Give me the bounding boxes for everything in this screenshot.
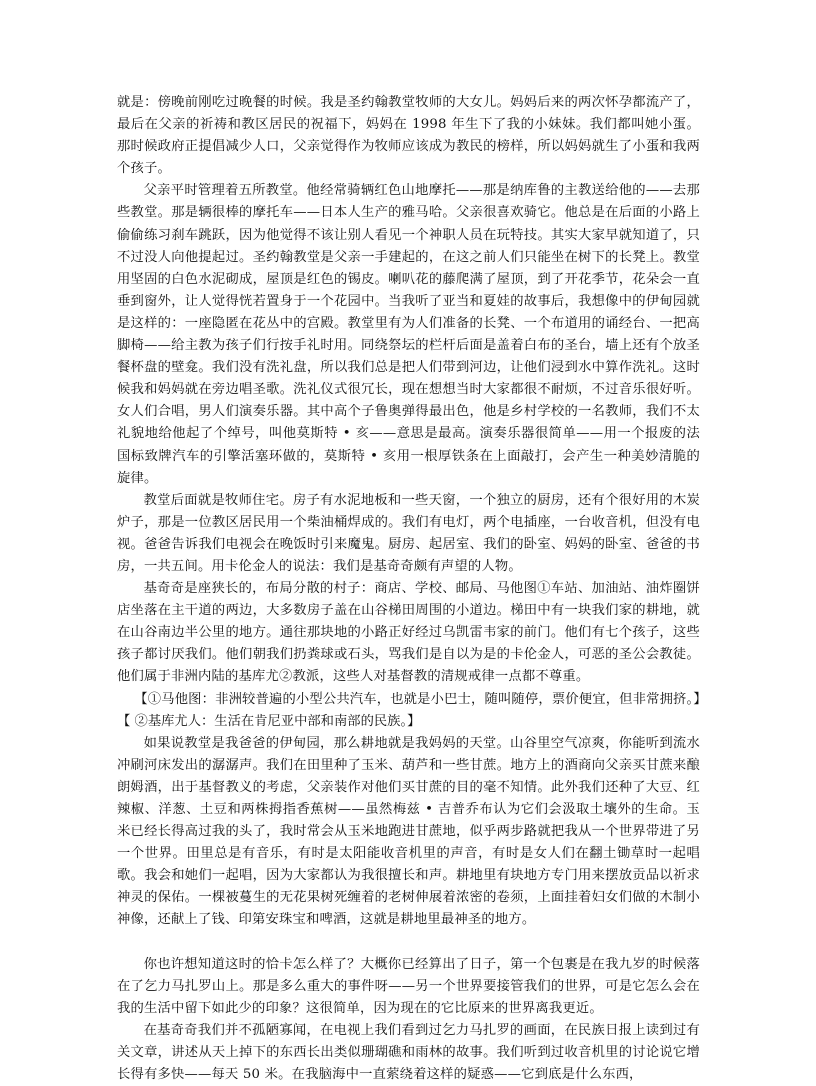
footnote: 【①马他图：非洲较普遍的小型公共汽车，也就是小巴士，随叫随停，票价便宜，但非常拥挤。】 【 ②基库尤人：生活在肯尼亚中部和南部的民族。】 — [117, 691, 727, 729]
paragraph: 如果说教堂是我爸爸的伊甸园，那么耕地就是我妈妈的天堂。山谷里空气凉爽，你能听到流水冲刷河床发出的潺潺声。我们在田里种了玉米、葫芦和一些甘蔗。地方上的酒商向父亲买甘蔗来酿朗姆酒，出于基督教义的考虑，父亲装作对他们买甘蔗的目的毫不知情。此外我们还种了大豆、红辣椒、洋葱、土豆和两株拇指香蕉树——虽然梅兹 • 吉普乔布认为它们会汲取土壤外的生命。玉米已经长得高过我的头了，我时常会从玉米地跑进甘蔗地，似乎两步路就把我从一个世界带进了另一个世界。田里总是有音乐，有时是太阳能收音机里的声音，有时是女人们在翻土锄草时一起唱歌。我会和她们一起唱，因为大家都认为我很擅长和声。耕地里有块地方专门用来摆放贡品以祈求神灵的保佑。一棵被蔓生的无花果树死缠着的老树伸展着浓密的卷须，上面挂着妇女们做的木制小神像，还献上了钱、印第安珠宝和啤酒，这就是耕地里最神圣的地方。 — [117, 735, 700, 928]
paragraph: 在基奇奇我们并不孤陋寡闻，在电视上我们看到过乞力马扎罗的画面，在民族日报上读到过有关文章，讲述从天上掉下的东西长出类似珊瑚礁和雨林的故事。我们听到过收音机里的讨论说它增长得有多快——每天 50 米。在我脑海中一直萦绕着这样的疑惑——它到底是什么东西， — [117, 1022, 700, 1083]
paragraph: 就是：傍晚前刚吃过晚餐的时候。我是圣约翰教堂牧师的大女儿。妈妈后来的两次怀孕都流产了，最后在父亲的祈祷和教区居民的祝福下，妈妈在 1998 年生下了我的小妹妹。我们都叫她小蛋。那时候政府正提倡减少人口，父亲觉得作为牧师应该成为教民的榜样，所以妈妈就生了小蛋和我两个孩子。 — [117, 95, 700, 177]
section-break — [117, 932, 700, 954]
paragraph: 父亲平时管理着五所教堂。他经常骑辆红色山地摩托——那是纳库鲁的主教送给他的——去那些教堂。那是辆很棒的摩托车——日本人生产的雅马哈。父亲很喜欢骑它。他总是在后面的小路上偷偷练习刹车跳跃，因为他觉得不该让别人看见一个神职人员在玩特技。其实大家早就知道了，只不过没人向他提起过。圣约翰教堂是父亲一手建起的，在这之前人们只能坐在树下的长凳上。教堂用坚固的白色水泥砌成，屋顶是红色的锡皮。喇叭花的藤爬满了屋顶，到了开花季节，花朵会一直垂到窗外，让人觉得恍若置身于一个花园中。当我听了亚当和夏娃的故事后，我想像中的伊甸园就是这样的：一座隐匿在花丛中的宫殿。教堂里有为人们准备的长凳、一个布道用的诵经台、一把高脚椅——给主教为孩子们行按手礼时用。同绕祭坛的栏杆后面是盖着白布的圣台，墙上还有个放圣餐杯盘的壁龛。我们没有洗礼盘，所以我们总是把人们带到河边，让他们浸到水中算作洗礼。这时候我和妈妈就在旁边唱圣歌。洗礼仪式很冗长，现在想想当时大家都很不耐烦，不过音乐很好听。女人们合唱，男人们演奏乐器。其中高个子鲁奥弹得最出色，他是乡村学校的一名教师，我们不太礼貌地给他起了个绰号，叫他莫斯特 • 亥——意思是最高。演奏乐器很简单——用一个报废的法国标致牌汽车的引擎活塞环做的，莫斯特 • 亥用一根厚铁条在上面敲打，会产生一种美妙清脆的旋律。 — [117, 183, 700, 486]
paragraph: 基奇奇是座狭长的，布局分散的村子：商店、学校、邮局、马他图①车站、加油站、油炸圈饼店坐落在主干道的两边，大多数房子盖在山谷梯田周围的小道边。梯田中有一块我们家的耕地，就在山谷南边半公里的地方。通往那块地的小路正好经过乌凯雷韦家的前门。他们有七个孩子，这些孩子都讨厌我们。他们朝我们扔粪球或石头，骂我们是自以为是的卡伦金人，可恶的圣公会教徒。他们属于非洲内陆的基库尤②教派，这些人对基督教的清规戒律一点都不尊重。 — [117, 581, 700, 685]
document-page — [117, 92, 727, 1086]
paragraph: 你也许想知道这时的恰卡怎么样了？大概你已经算出了日子，第一个包裹是在我九岁的时候落在了乞力马扎罗山上。那是多么重大的事件呀——另一个世界要接管我们的世界，可是它怎么会在我的生活中留下如此少的印象？这很简单，因为现在的它比原来的世界离我更近。 — [117, 956, 700, 1016]
paragraph: 教堂后面就是牧师住宅。房子有水泥地板和一些天窗，一个独立的厨房，还有个很好用的木炭炉子，那是一位教区居民用一个柴油桶焊成的。我们有电灯，两个电插座，一台收音机，但没有电视。爸爸告诉我们电视会在晚饭时引来魔鬼。厨房、起居室、我们的卧室、妈妈的卧室、爸爸的书房，一共五间。用卡伦金人的说法：我们是基奇奇颇有声望的人物。 — [117, 492, 700, 574]
